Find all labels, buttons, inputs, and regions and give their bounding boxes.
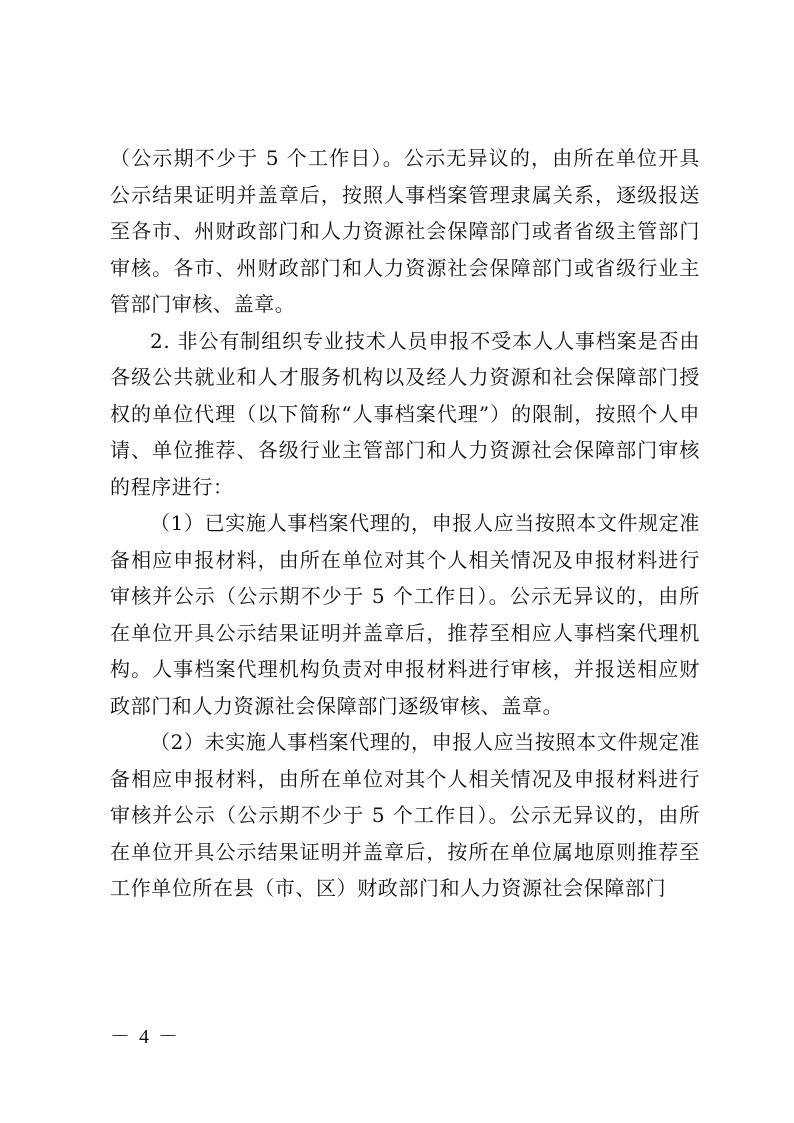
document-body: [110, 140, 700, 907]
paragraph-subitem-1: （1）已实施人事档案代理的，申报人应当按照本文件规定准备相应申报材料，由所在单位对其个人相关情况及申报材料进行审核并公示（公示期不少于 5 个工作日）。公示无异议的，由所在单位开具公示结果证明并盖章后，推荐至相应人事档案代理机构。人事档案代理机构负责对申报材料进行审核，并报送相应财政部门和人力资源社会保障部门逐级审核、盖章。: [110, 511, 700, 718]
paragraph-subitem-2: （2）未实施人事档案代理的，申报人应当按照本文件规定准备相应申报材料，由所在单位对其个人相关情况及申报材料进行审核并公示（公示期不少于 5 个工作日）。公示无异议的，由所在单位开具公示结果证明并盖章后，按所在单位属地原则推荐至工作单位所在县（市、区）财政部门和人力资源社会保障部门: [110, 730, 700, 900]
paragraph-continuation: （公示期不少于 5 个工作日）。公示无异议的，由所在单位开具公示结果证明并盖章后，按照人事档案管理隶属关系，逐级报送至各市、州财政部门和人力资源社会保障部门或者省级主管部门审核。各市、州财政部门和人力资源社会保障部门或省级行业主管部门审核、盖章。: [110, 146, 700, 316]
page-number: － 4 －: [110, 1026, 180, 1048]
paragraph-item-2: 2. 非公有制组织专业技术人员申报不受本人人事档案是否由各级公共就业和人才服务机构以及经人力资源和社会保障部门授权的单位代理（以下简称“人事档案代理”）的限制，按照个人申请、单位推荐、各级行业主管部门和人力资源社会保障部门审核的程序进行：: [110, 328, 700, 499]
